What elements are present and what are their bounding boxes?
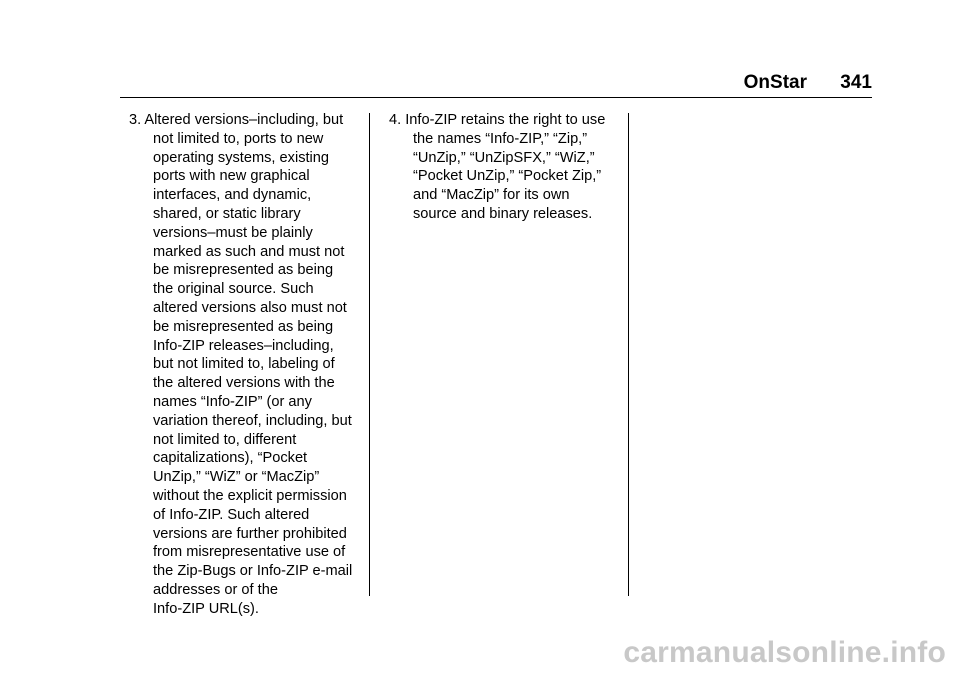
list-item-4-line: source and binary releases.: [413, 205, 593, 222]
list-item-3-line: names “Info-ZIP” (or any: [153, 393, 312, 410]
list-item-3-line: variation thereof, including, but: [153, 412, 352, 429]
list-item-3-line: be misrepresented as being: [153, 262, 334, 279]
page-number: 341: [840, 72, 872, 93]
list-item-3-line: not limited to, ports to new: [153, 130, 324, 147]
list-item-3-line: Info-ZIP URL(s).: [153, 600, 259, 617]
list-item-3-line: the original source. Such: [153, 281, 314, 298]
column-divider-right: [628, 113, 629, 596]
list-item-3-line: interfaces, and dynamic,: [153, 187, 312, 204]
list-item-3-line: the altered versions with the: [153, 375, 335, 392]
list-item-3-line: Info-ZIP releases–including,: [153, 337, 334, 354]
list-item-4-line: “Pocket UnZip,” “Pocket Zip,”: [413, 168, 602, 185]
list-item-3-line: the Zip-Bugs or Info-ZIP e-mail: [153, 563, 353, 580]
list-item-3-line: shared, or static library: [153, 205, 301, 222]
header-rule: [120, 97, 872, 98]
page-header: [744, 72, 872, 94]
column-left: [129, 111, 359, 619]
list-item-3-line: marked as such and must not: [153, 243, 345, 260]
list-item-3-line: not limited to, different: [153, 431, 297, 448]
list-item-3-line: ports with new graphical: [153, 168, 310, 185]
list-item-3-line: from misrepresentative use of: [153, 544, 346, 561]
watermark: carmanualsonline.info: [623, 636, 946, 669]
list-item-3-line: addresses or of the: [153, 581, 278, 598]
list-item-3-line: operating systems, existing: [153, 149, 330, 166]
section-title: OnStar: [743, 72, 808, 93]
list-item-3-line: versions are further prohibited: [153, 525, 347, 542]
list-item-3-line: UnZip,” “WiZ” or “MacZip”: [153, 469, 320, 486]
list-item-3-line: of Info-ZIP. Such altered: [153, 506, 310, 523]
list-item-3-line: but not limited to, labeling of: [153, 356, 335, 373]
list-item-3-line: without the explicit permission: [153, 487, 347, 504]
list-item-4-line: “UnZip,” “UnZipSFX,” “WiZ,”: [413, 149, 595, 166]
list-item-3-line: altered versions also must not: [153, 299, 347, 316]
column-middle: [389, 111, 619, 224]
list-item-3-line: be misrepresented as being: [153, 318, 334, 335]
list-item-4-line: and “MacZip” for its own: [413, 187, 570, 204]
column-divider-left: [369, 113, 370, 596]
list-item-3-line: 3. Altered versions–including, but: [129, 112, 344, 128]
list-item-3-line: versions–must be plainly: [153, 224, 313, 241]
list-item-3-line: capitalizations), “Pocket: [153, 450, 308, 467]
list-item-4-line: 4. Info-ZIP retains the right to use: [389, 112, 606, 128]
list-item-4-line: the names “Info-ZIP,” “Zip,”: [413, 130, 588, 147]
